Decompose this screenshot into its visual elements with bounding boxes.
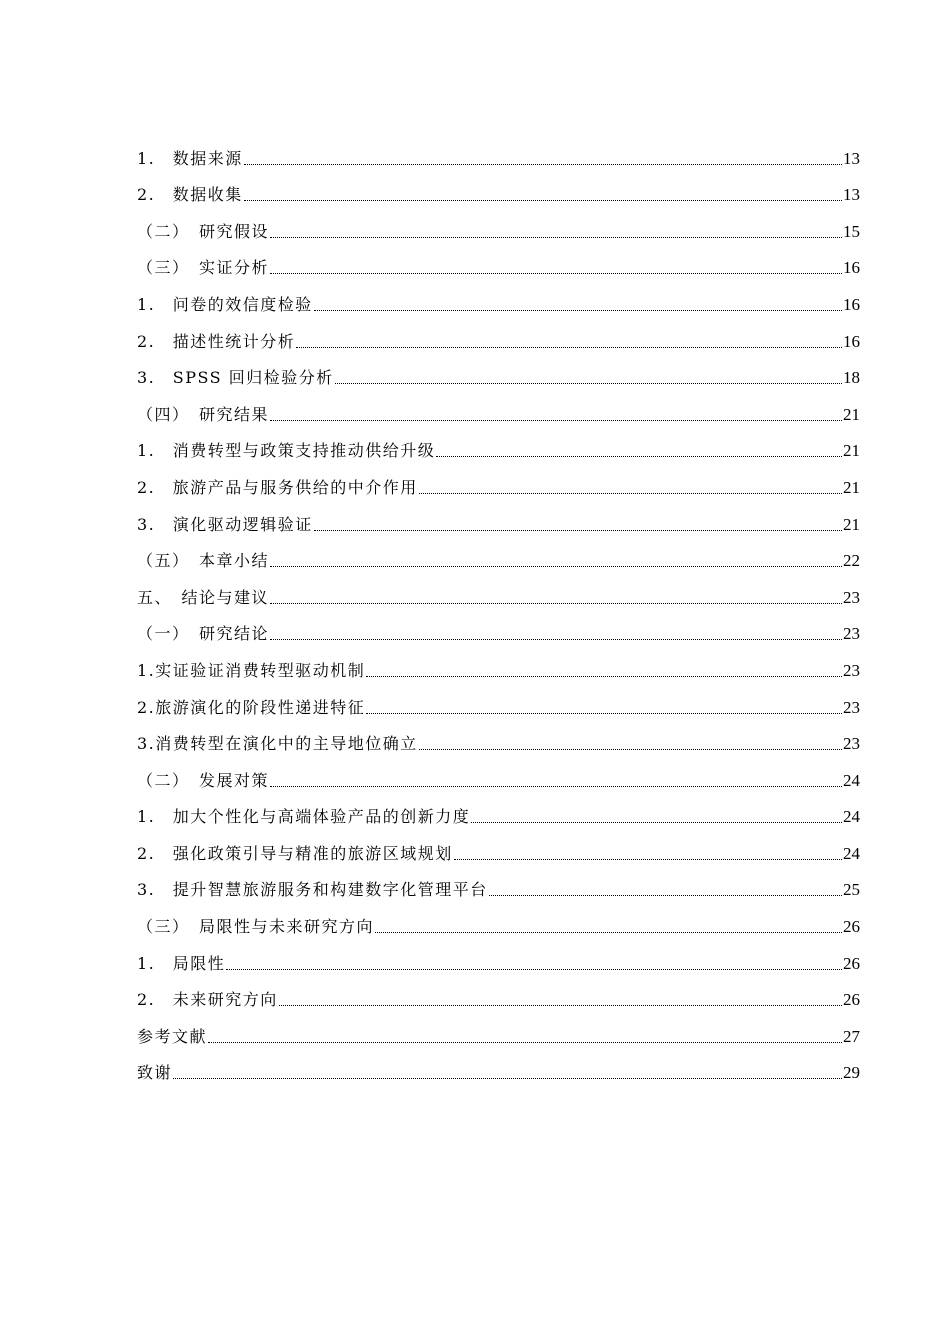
toc-dot-leader: [279, 1005, 842, 1006]
toc-entry-label: 五、 结论与建议: [137, 587, 270, 607]
toc-dot-leader: [226, 969, 842, 970]
toc-entry-label: 3.消费转型在演化中的主导地位确立: [137, 734, 418, 754]
toc-entry[interactable]: [137, 248, 860, 285]
toc-entry-label: 2. 数据收集: [137, 185, 243, 205]
toc-entry[interactable]: [137, 980, 860, 1017]
toc-entry-page-number: 23: [843, 734, 860, 754]
toc-entry-label: 3. 演化驱动逻辑验证: [137, 514, 313, 534]
toc-entry-label: 2.旅游演化的阶段性递进特征: [137, 697, 366, 717]
toc-entry[interactable]: [137, 541, 860, 578]
toc-entry-page-number: 26: [843, 990, 860, 1010]
toc-entry-page-number: 23: [843, 697, 860, 717]
toc-entry-label: 1. 数据来源: [137, 148, 243, 168]
toc-entry-page-number: 27: [843, 1026, 860, 1046]
toc-entry[interactable]: [137, 284, 860, 321]
toc-dot-leader: [270, 420, 842, 421]
toc-dot-leader: [270, 639, 842, 640]
toc-entry-page-number: 13: [843, 148, 860, 168]
toc-entry-label: （二） 研究假设: [137, 221, 270, 241]
toc-entry[interactable]: [137, 1016, 860, 1053]
toc-dot-leader: [471, 822, 842, 823]
toc-entry[interactable]: [137, 797, 860, 834]
toc-entry[interactable]: [137, 211, 860, 248]
toc-entry-label: 2. 旅游产品与服务供给的中介作用: [137, 477, 418, 497]
toc-entry-page-number: 29: [843, 1063, 860, 1083]
toc-entry[interactable]: [137, 724, 860, 761]
toc-entry-label: 参考文献: [137, 1026, 208, 1046]
toc-dot-leader: [419, 493, 842, 494]
toc-entry[interactable]: [137, 138, 860, 175]
toc-entry[interactable]: [137, 943, 860, 980]
toc-entry-page-number: 22: [843, 551, 860, 571]
toc-entry-page-number: 16: [843, 258, 860, 278]
toc-entry-label: 1. 加大个性化与高端体验产品的创新力度: [137, 807, 471, 827]
toc-dot-leader: [270, 566, 842, 567]
toc-entry-page-number: 21: [843, 441, 860, 461]
toc-entry-page-number: 25: [843, 880, 860, 900]
toc-entry-label: 2. 未来研究方向: [137, 990, 278, 1010]
toc-dot-leader: [314, 530, 842, 531]
toc-dot-leader: [208, 1042, 842, 1043]
toc-entry-label: （五） 本章小结: [137, 551, 270, 571]
toc-entry-label: （三） 实证分析: [137, 258, 270, 278]
toc-entry-page-number: 21: [843, 514, 860, 534]
toc-entry-page-number: 24: [843, 807, 860, 827]
toc-entry-page-number: 24: [843, 770, 860, 790]
toc-dot-leader: [366, 676, 842, 677]
toc-dot-leader: [173, 1078, 842, 1079]
toc-entry-page-number: 23: [843, 587, 860, 607]
toc-entry-page-number: 13: [843, 185, 860, 205]
toc-entry[interactable]: [137, 467, 860, 504]
toc-entry[interactable]: [137, 687, 860, 724]
toc-entry-label: （一） 研究结论: [137, 624, 270, 644]
toc-entry[interactable]: [137, 906, 860, 943]
toc-entry-page-number: 18: [843, 368, 860, 388]
toc-entry-label: （三） 局限性与未来研究方向: [137, 917, 375, 937]
toc-dot-leader: [270, 237, 842, 238]
toc-entry-page-number: 24: [843, 843, 860, 863]
toc-entry-label: （二） 发展对策: [137, 770, 270, 790]
toc-entry-page-number: 16: [843, 331, 860, 351]
toc-entry-label: （四） 研究结果: [137, 404, 270, 424]
toc-dot-leader: [270, 273, 842, 274]
toc-entry[interactable]: [137, 431, 860, 468]
toc-entry-label: 2. 强化政策引导与精准的旅游区域规划: [137, 843, 453, 863]
toc-entry[interactable]: [137, 358, 860, 395]
toc-dot-leader: [489, 895, 842, 896]
toc-entry-page-number: 26: [843, 953, 860, 973]
toc-entry-page-number: 21: [843, 477, 860, 497]
toc-dot-leader: [454, 859, 842, 860]
toc-entry[interactable]: [137, 504, 860, 541]
table-of-contents: [137, 138, 860, 1089]
toc-dot-leader: [270, 786, 842, 787]
toc-entry[interactable]: [137, 321, 860, 358]
toc-entry-page-number: 15: [843, 221, 860, 241]
toc-entry[interactable]: [137, 577, 860, 614]
toc-entry[interactable]: [137, 394, 860, 431]
toc-entry[interactable]: [137, 614, 860, 651]
toc-dot-leader: [244, 164, 842, 165]
toc-dot-leader: [335, 383, 842, 384]
toc-entry[interactable]: [137, 760, 860, 797]
toc-entry-label: 1. 消费转型与政策支持推动供给升级: [137, 441, 436, 461]
toc-entry[interactable]: [137, 833, 860, 870]
toc-entry[interactable]: [137, 870, 860, 907]
toc-entry-page-number: 21: [843, 404, 860, 424]
toc-dot-leader: [270, 603, 842, 604]
toc-dot-leader: [366, 713, 842, 714]
toc-entry[interactable]: [137, 650, 860, 687]
toc-entry[interactable]: [137, 1053, 860, 1090]
toc-entry-label: 2. 描述性统计分析: [137, 331, 296, 351]
toc-entry-page-number: 23: [843, 660, 860, 680]
toc-dot-leader: [244, 200, 842, 201]
toc-entry-label: 1. 局限性: [137, 953, 226, 973]
toc-dot-leader: [436, 456, 842, 457]
toc-entry-label: 3. SPSS 回归检验分析: [137, 368, 334, 388]
toc-entry-label: 1. 问卷的效信度检验: [137, 294, 313, 314]
toc-entry-page-number: 16: [843, 294, 860, 314]
toc-dot-leader: [314, 310, 842, 311]
toc-entry-page-number: 26: [843, 917, 860, 937]
toc-entry-page-number: 23: [843, 624, 860, 644]
toc-entry-label: 致谢: [137, 1063, 173, 1083]
toc-entry[interactable]: [137, 175, 860, 212]
toc-dot-leader: [296, 347, 842, 348]
toc-entry-label: 1.实证验证消费转型驱动机制: [137, 660, 366, 680]
toc-dot-leader: [419, 749, 842, 750]
toc-entry-label: 3. 提升智慧旅游服务和构建数字化管理平台: [137, 880, 488, 900]
toc-dot-leader: [375, 932, 842, 933]
